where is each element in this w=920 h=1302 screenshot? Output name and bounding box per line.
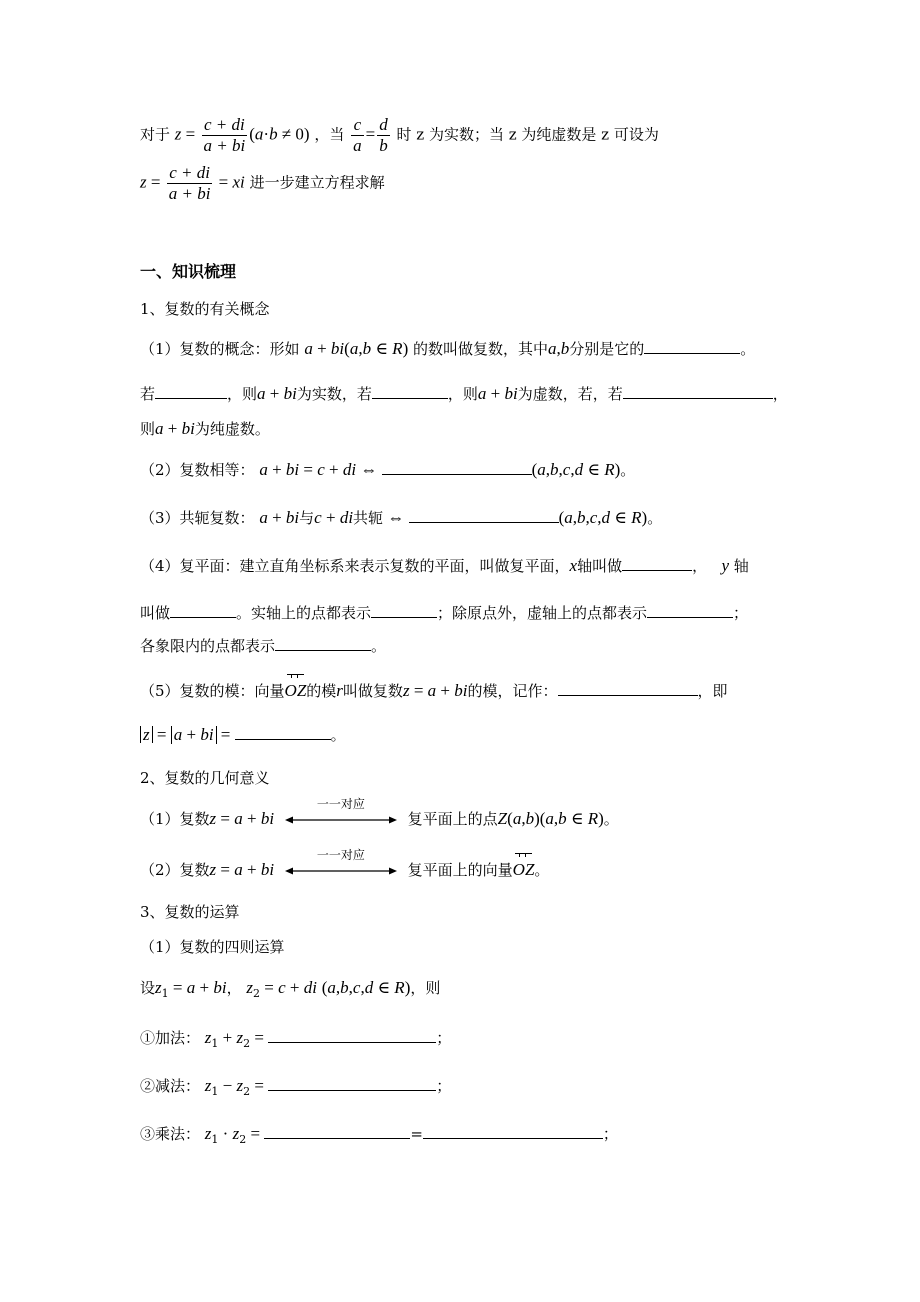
double-arrow-icon: 一一对应 [285, 861, 397, 881]
intro-text: 对于 [140, 125, 171, 144]
double-arrow-icon: 一一对应 [285, 810, 397, 830]
intro-text: ，当 [314, 125, 345, 144]
intro-line-2: z = $\frac{c + di}{a + bi}$ = xi 进一步建立方程求解 [140, 163, 385, 203]
answer-blank[interactable] [371, 603, 437, 618]
vector-oz: OZ [285, 681, 307, 701]
s1-item1-line2: 若 ，则a + bi为实数，若 ，则a + bi为虚数，若，若 ， [140, 384, 788, 403]
s2-item1: （1）复数z = a + bi 一一对应 复平面上的点Z(a,b)(a,b ∈ R)。 [140, 797, 619, 828]
answer-blank[interactable] [275, 636, 371, 651]
answer-blank[interactable] [558, 681, 698, 696]
answer-blank[interactable] [268, 1076, 436, 1091]
s3-subtitle: （1）复数的四则运算 [140, 938, 285, 956]
s1-item4-line3: 各象限内的点都表示 。 [140, 637, 387, 655]
answer-blank[interactable] [155, 384, 227, 399]
s2-title: 2、复数的几何意义 [140, 769, 270, 787]
s1-item5-line1: （5）复数的模：向量 OZ的模r叫做复数z = a + bi的模，记作： ，即 [140, 681, 728, 701]
vector-oz: OZ [513, 860, 535, 880]
answer-blank[interactable] [623, 384, 773, 399]
intro-text: 进一步建立方程求解 [249, 173, 385, 192]
intro-line-1: 对于 z = $\frac{c + di}{a + bi}$ (a·b ≠ 0) ，当 $\frac{c}{a}$ = $\frac{d}{b}$ 时 z 为实数；当 z 为纯虚数是 z 可设为 [140, 115, 659, 155]
s3-set: 设$z_1 = a$ + bi， $z_2 = c$ + di (a,b,c,d ∈ R)，则 [140, 978, 441, 1000]
section-title: 一、知识梳理 [140, 262, 237, 281]
answer-blank[interactable] [264, 1124, 410, 1139]
s1-item1-line3: 则a + bi为纯虚数。 [140, 419, 270, 438]
s1-item4-line2: 叫做 。实轴上的点都表示 ；除原点外，虚轴上的点都表示 ； [140, 604, 749, 622]
answer-blank[interactable] [647, 603, 733, 618]
answer-blank[interactable] [170, 603, 236, 618]
s3-addition: ①加法： $z_1 + z_2$ = ； [140, 1028, 452, 1050]
s3-subtraction: ②减法： $z_1 - z_2$ = ； [140, 1076, 452, 1098]
answer-blank[interactable] [622, 556, 692, 571]
intro-text: 时 z 为实数；当 z 为纯虚数是 z 可设为 [396, 125, 659, 144]
answer-blank[interactable] [423, 1124, 603, 1139]
answer-blank[interactable] [409, 508, 559, 523]
s3-title: 3、复数的运算 [140, 903, 240, 921]
s1-item5-line2: z = a + bi = 。 [140, 725, 346, 745]
answer-blank[interactable] [382, 460, 532, 475]
fraction: $\frac{c + di}{a + bi}$ [168, 163, 211, 203]
answer-blank[interactable] [235, 725, 331, 740]
s3-multiplication: ③乘法： $z_1 \cdot z_2$ = = ； [140, 1124, 618, 1146]
answer-blank[interactable] [644, 339, 740, 354]
fraction: $\frac{c}{a}$ [353, 115, 362, 155]
s1-item1-line1: （1）复数的概念：形如 a + bi(a,b ∈ R) 的数叫做复数，其中a,b分别是它的 。 [140, 339, 756, 358]
answer-blank[interactable] [372, 384, 448, 399]
s1-title: 1、复数的有关概念 [140, 300, 270, 318]
s1-item2: （2）复数相等： a + bi = c + di ⇔ (a,b,c,d ∈ R)。 [140, 460, 636, 479]
s1-item3: （3）共轭复数： a + bi与c + di共轭 ⇔ (a,b,c,d ∈ R)。 [140, 508, 663, 527]
s1-item4-line1: （4）复平面：建立直角坐标系来表示复数的平面，叫做复平面，x轴叫做 ， y 轴 [140, 556, 749, 575]
s2-item2: （2）复数z = a + bi 一一对应 复平面上的向量 OZ。 [140, 848, 550, 879]
answer-blank[interactable] [268, 1028, 436, 1043]
fraction: $\frac{d}{b}$ [379, 115, 388, 155]
fraction: $\frac{c + di}{a + bi}$ [203, 115, 246, 155]
